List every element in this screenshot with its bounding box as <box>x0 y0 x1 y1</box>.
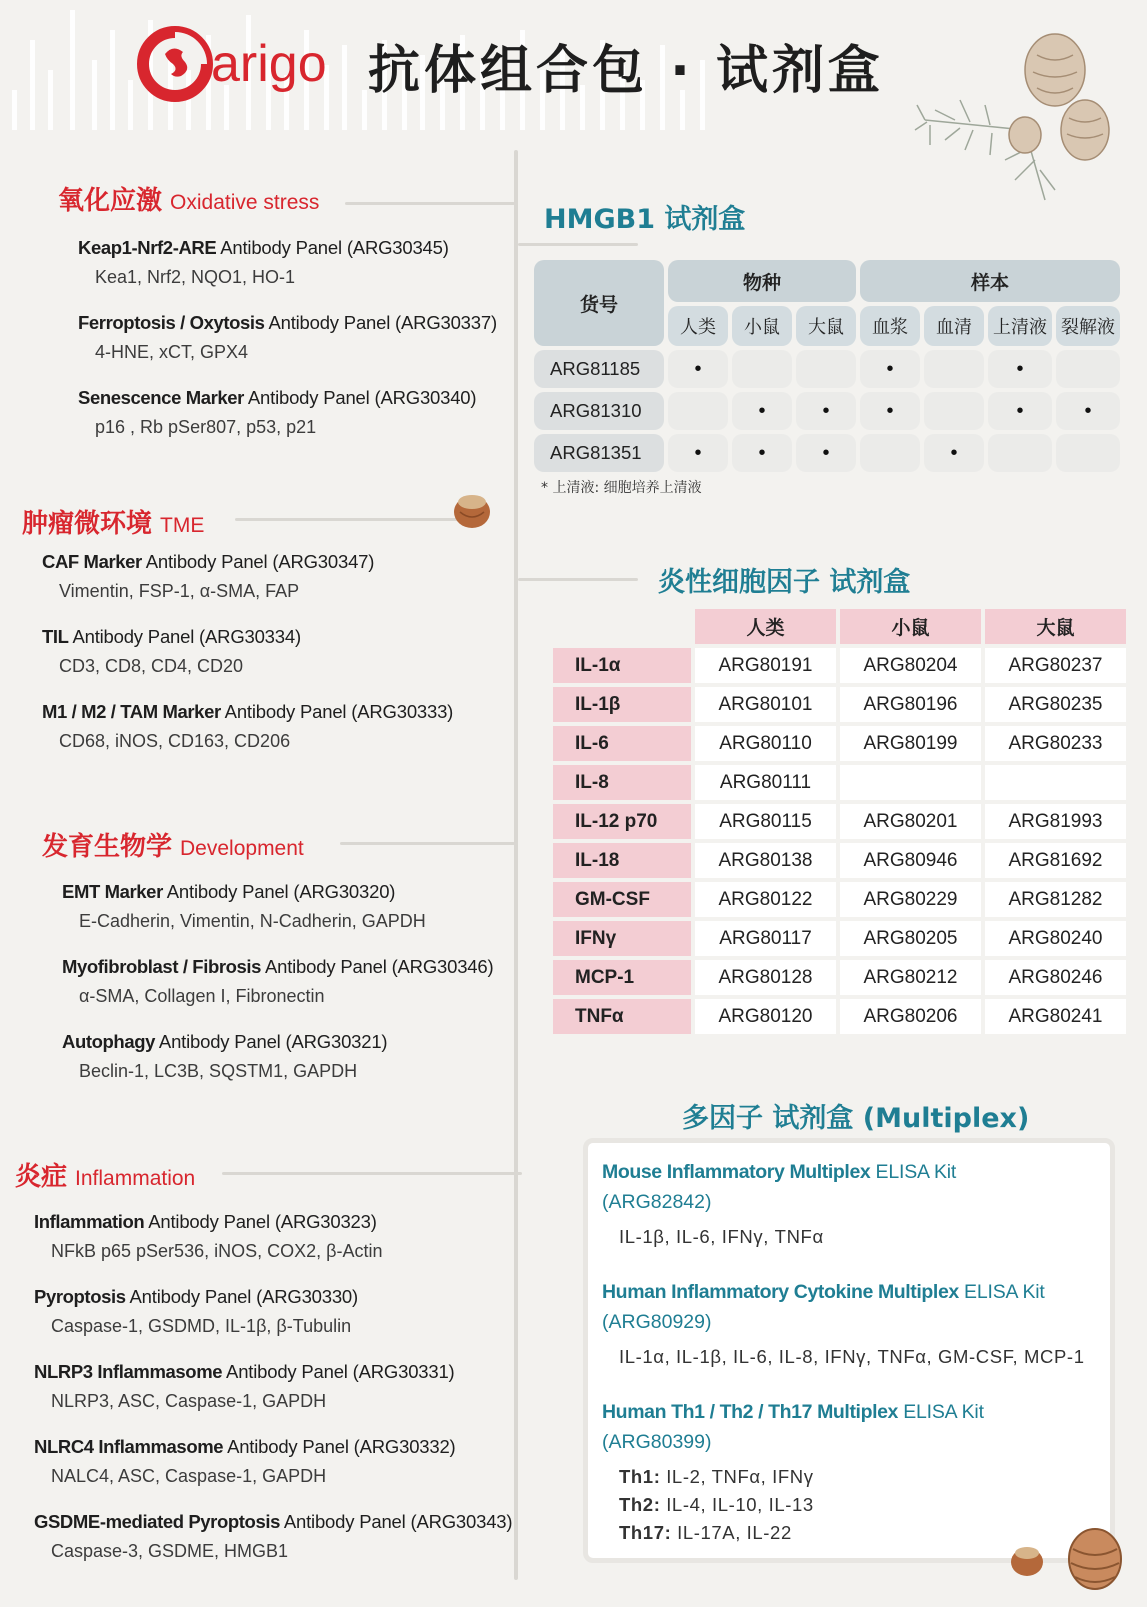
hmgb1-sub-header: 人类 <box>668 306 728 346</box>
panel-name: Ferroptosis / Oxytosis Antibody Panel (ARG30337) <box>78 312 497 333</box>
section-title-cn: 肿瘤微环境 <box>22 509 153 539</box>
cytokine-code[interactable]: ARG81282 <box>985 882 1126 917</box>
hmgb1-cell <box>1056 350 1120 388</box>
section-title-en: Oxidative stress <box>170 191 320 214</box>
hmgb1-cell: • <box>668 434 728 472</box>
cytokine-row <box>553 843 1126 878</box>
hmgb1-cell <box>988 434 1052 472</box>
cytokine-code <box>985 765 1126 800</box>
panel-item[interactable] <box>78 387 476 438</box>
cytokine-name: IL-8 <box>553 765 691 800</box>
hmgb1-cell: • <box>668 350 728 388</box>
cytokine-code[interactable]: ARG80241 <box>985 999 1126 1034</box>
hmgb1-cell: • <box>796 434 856 472</box>
hazelnut-decoration-icon <box>1007 1540 1047 1580</box>
hmgb1-col-code: 货号 <box>534 260 664 346</box>
section-title-en: Inflammation <box>75 1167 196 1190</box>
cytokine-code[interactable]: ARG80946 <box>840 843 981 878</box>
cytokine-title: 炎性细胞因子 试剂盒 <box>658 567 911 598</box>
cytokine-code[interactable]: ARG80115 <box>695 804 836 839</box>
section-oxidative-title <box>58 180 319 217</box>
panel-name: Pyroptosis Antibody Panel (ARG30330) <box>34 1286 358 1307</box>
cytokine-code[interactable]: ARG80229 <box>840 882 981 917</box>
cytokine-code[interactable]: ARG80205 <box>840 921 981 956</box>
panel-name: TIL Antibody Panel (ARG30334) <box>42 626 301 647</box>
kit-targets: IL-1α, IL-1β, IL-6, IL-8, IFNγ, TNFα, GM-CSF, MCP-1 <box>619 1346 1085 1367</box>
pinecone-decoration-icon <box>1055 1515 1135 1595</box>
brand-logo <box>135 24 327 104</box>
hmgb1-cell: • <box>860 392 920 430</box>
panel-item[interactable] <box>42 701 453 752</box>
divider-development <box>340 842 515 845</box>
panel-name: EMT Marker Antibody Panel (ARG30320) <box>62 881 396 902</box>
cytokine-corner-cell <box>553 609 691 644</box>
header-bar <box>342 45 347 130</box>
cytokine-code <box>840 765 981 800</box>
kit-targets: Th1: IL-2, TNFα, IFNγ Th2: IL-4, IL-10, IL-13 Th17: IL-17A, IL-22 <box>619 1466 814 1543</box>
panel-item[interactable] <box>34 1511 512 1562</box>
hmgb1-code: ARG81185 <box>534 350 664 388</box>
cytokine-row <box>553 921 1126 956</box>
hazelnut-decoration-icon <box>450 488 494 532</box>
hmgb1-title: HMGB1 试剂盒 <box>544 204 746 235</box>
kit-name: Human Inflammatory Cytokine Multiplex ELISA Kit <box>602 1281 1045 1303</box>
header-bar <box>48 70 53 130</box>
cytokine-name: IL-6 <box>553 726 691 761</box>
multiplex-box <box>583 1138 1115 1563</box>
header-bar <box>70 10 75 130</box>
hmgb1-cell <box>860 434 920 472</box>
panel-item[interactable] <box>78 237 449 288</box>
cytokine-code[interactable]: ARG80196 <box>840 687 981 722</box>
column-divider <box>514 150 518 1580</box>
hmgb1-cell: • <box>988 350 1052 388</box>
cytokine-row <box>553 687 1126 722</box>
hmgb1-code: ARG81310 <box>534 392 664 430</box>
hmgb1-cell: • <box>796 392 856 430</box>
cytokine-code[interactable]: ARG80138 <box>695 843 836 878</box>
cytokine-row <box>553 726 1126 761</box>
multiplex-kit[interactable] <box>602 1157 956 1251</box>
header-bar <box>128 80 133 130</box>
panel-targets: NLRP3, ASC, Caspase-1, GAPDH <box>51 1391 327 1411</box>
panel-name: Autophagy Antibody Panel (ARG30321) <box>62 1031 388 1052</box>
kit-code: (ARG80929) <box>602 1311 712 1333</box>
header-bar <box>110 30 115 130</box>
panel-name: M1 / M2 / TAM Marker Antibody Panel (ARG30333) <box>42 701 454 722</box>
panel-targets: 4-HNE, xCT, GPX4 <box>95 342 249 362</box>
panel-name: CAF Marker Antibody Panel (ARG30347) <box>42 551 375 572</box>
cytokine-code[interactable]: ARG80206 <box>840 999 981 1034</box>
cytokine-table <box>549 605 1130 1038</box>
panel-name: GSDME-mediated Pyroptosis Antibody Panel (ARG30343) <box>34 1511 513 1532</box>
section-title-cn: 发育生物学 <box>42 832 173 862</box>
cytokine-code[interactable]: ARG80204 <box>840 648 981 683</box>
multiplex-title: 多因子 试剂盒 (Multiplex) <box>682 1103 1030 1134</box>
panel-name: Senescence Marker Antibody Panel (ARG30340) <box>78 387 477 408</box>
hmgb1-cell <box>732 350 792 388</box>
brand-name: arigo <box>211 35 327 93</box>
panel-targets: α-SMA, Collagen I, Fibronectin <box>79 986 325 1006</box>
cytokine-row <box>553 765 1126 800</box>
section-title-en: TME <box>160 514 205 537</box>
panel-item[interactable] <box>34 1286 358 1337</box>
cytokine-row <box>553 960 1126 995</box>
hmgb1-cell <box>668 392 728 430</box>
cytokine-row <box>553 882 1126 917</box>
cytokine-code[interactable]: ARG80120 <box>695 999 836 1034</box>
hmgb1-row <box>534 392 1120 430</box>
panel-targets: p16 , Rb pSer807, p53, p21 <box>95 417 317 437</box>
hmgb1-table <box>530 256 1124 476</box>
panel-targets: Caspase-3, GSDME, HMGB1 <box>51 1541 289 1561</box>
panel-name: NLRP3 Inflammasome Antibody Panel (ARG30331) <box>34 1361 455 1382</box>
cytokine-code[interactable]: ARG80101 <box>695 687 836 722</box>
panel-item[interactable] <box>62 956 493 1007</box>
multiplex-kit[interactable] <box>602 1277 1085 1371</box>
hmgb1-sub-header: 上清液 <box>988 306 1052 346</box>
section-title-cn: 炎症 <box>15 1162 68 1192</box>
cytokine-row <box>553 804 1126 839</box>
panel-name: NLRC4 Inflammasome Antibody Panel (ARG30332) <box>34 1436 456 1457</box>
divider-hmgb1 <box>518 243 638 246</box>
hmgb1-cell: • <box>1056 392 1120 430</box>
cytokine-code[interactable]: ARG80246 <box>985 960 1126 995</box>
hmgb1-cell: • <box>732 392 792 430</box>
cytokine-code[interactable]: ARG80212 <box>840 960 981 995</box>
cytokine-name: GM-CSF <box>553 882 691 917</box>
kit-code: (ARG80399) <box>602 1431 712 1453</box>
panel-targets: CD68, iNOS, CD163, CD206 <box>59 731 291 751</box>
hmgb1-sub-header: 血浆 <box>860 306 920 346</box>
hmgb1-cell <box>924 392 984 430</box>
cytokine-row <box>553 648 1126 683</box>
kit-code: (ARG82842) <box>602 1191 712 1213</box>
cytokine-code[interactable]: ARG80233 <box>985 726 1126 761</box>
arigo-logo-mark-icon <box>135 24 215 104</box>
hmgb1-group-species: 物种 <box>668 260 856 302</box>
hmgb1-cell <box>924 350 984 388</box>
divider-inflammation <box>222 1172 522 1175</box>
cytokine-code[interactable]: ARG80122 <box>695 882 836 917</box>
cytokine-code[interactable]: ARG80128 <box>695 960 836 995</box>
cytokine-code[interactable]: ARG80117 <box>695 921 836 956</box>
divider-oxidative <box>345 202 515 205</box>
section-title-en: Development <box>180 837 304 860</box>
section-inflammation-title <box>15 1156 195 1193</box>
panel-targets: NFkB p65 pSer536, iNOS, COX2, β-Actin <box>51 1241 383 1261</box>
section-tme-title <box>22 503 204 540</box>
panel-name: Keap1-Nrf2-ARE Antibody Panel (ARG30345) <box>78 237 449 258</box>
cytokine-name: IL-18 <box>553 843 691 878</box>
cytokine-name: MCP-1 <box>553 960 691 995</box>
kit-targets: IL-1β, IL-6, IFNγ, TNFα <box>619 1226 824 1247</box>
cytokine-code[interactable]: ARG80237 <box>985 648 1126 683</box>
panel-item[interactable] <box>34 1361 455 1412</box>
panel-targets: NALC4, ASC, Caspase-1, GAPDH <box>51 1466 327 1486</box>
panel-targets: Vimentin, FSP-1, α-SMA, FAP <box>59 581 300 601</box>
hmgb1-sub-header: 裂解液 <box>1056 306 1120 346</box>
cytokine-species-header: 小鼠 <box>840 609 981 644</box>
divider-cytokine <box>518 578 638 581</box>
cytokine-code[interactable]: ARG81993 <box>985 804 1126 839</box>
panel-targets: CD3, CD8, CD4, CD20 <box>59 656 244 676</box>
hmgb1-cell: • <box>860 350 920 388</box>
cytokine-code[interactable]: ARG80235 <box>985 687 1126 722</box>
cytokine-code[interactable]: ARG81692 <box>985 843 1126 878</box>
cytokine-name: IL-1α <box>553 648 691 683</box>
header-bar <box>362 90 367 130</box>
cytokine-species-header: 大鼠 <box>985 609 1126 644</box>
kit-name: Human Th1 / Th2 / Th17 Multiplex ELISA Kit <box>602 1401 984 1423</box>
cytokine-code[interactable]: ARG80240 <box>985 921 1126 956</box>
cytokine-code[interactable]: ARG80199 <box>840 726 981 761</box>
cytokine-name: TNFα <box>553 999 691 1034</box>
hmgb1-cell: • <box>732 434 792 472</box>
hmgb1-cell <box>796 350 856 388</box>
section-title-cn: 氧化应激 <box>58 186 163 216</box>
divider-tme <box>235 518 460 521</box>
panel-item[interactable] <box>78 312 497 363</box>
hmgb1-footnote: * 上清液: 细胞培养上清液 <box>541 480 702 496</box>
panel-name: Myofibroblast / Fibrosis Antibody Panel (ARG30346) <box>62 956 494 977</box>
section-development-title <box>42 826 304 863</box>
panel-targets: Caspase-1, GSDMD, IL-1β, β-Tubulin <box>51 1316 352 1336</box>
panel-name: Inflammation Antibody Panel (ARG30323) <box>34 1211 377 1232</box>
panel-targets: E-Cadherin, Vimentin, N-Cadherin, GAPDH <box>79 911 426 931</box>
hmgb1-group-sample: 样本 <box>860 260 1120 302</box>
cytokine-code[interactable]: ARG80110 <box>695 726 836 761</box>
panel-item[interactable] <box>42 551 374 602</box>
header-bar <box>92 60 97 130</box>
pinecone-decoration-icon <box>905 20 1125 210</box>
multiplex-kit[interactable] <box>602 1397 984 1547</box>
cytokine-code[interactable]: ARG80111 <box>695 765 836 800</box>
cytokine-code[interactable]: ARG80191 <box>695 648 836 683</box>
hmgb1-cell <box>1056 434 1120 472</box>
panel-item[interactable] <box>62 1031 387 1082</box>
panel-targets: Beclin-1, LC3B, SQSTM1, GAPDH <box>79 1061 358 1081</box>
panel-item[interactable] <box>62 881 426 932</box>
cytokine-row <box>553 999 1126 1034</box>
hmgb1-sub-header: 小鼠 <box>732 306 792 346</box>
cytokine-name: IFNγ <box>553 921 691 956</box>
hmgb1-row <box>534 350 1120 388</box>
kit-name: Mouse Inflammatory Multiplex ELISA Kit <box>602 1161 957 1183</box>
cytokine-code[interactable]: ARG80201 <box>840 804 981 839</box>
hmgb1-row <box>534 434 1120 472</box>
hmgb1-sub-header: 血清 <box>924 306 984 346</box>
panel-item[interactable] <box>34 1211 382 1262</box>
cytokine-species-header: 人类 <box>695 609 836 644</box>
header-bar <box>12 90 17 130</box>
page-title: 抗体组合包 · 试剂盒 <box>368 41 884 101</box>
panel-item[interactable] <box>34 1436 456 1487</box>
header-bar <box>30 40 35 130</box>
hmgb1-sub-header: 大鼠 <box>796 306 856 346</box>
panel-item[interactable] <box>42 626 301 677</box>
panel-targets: Kea1, Nrf2, NQO1, HO-1 <box>95 267 296 287</box>
cytokine-name: IL-12 p70 <box>553 804 691 839</box>
hmgb1-cell: • <box>988 392 1052 430</box>
cytokine-name: IL-1β <box>553 687 691 722</box>
hmgb1-code: ARG81351 <box>534 434 664 472</box>
hmgb1-cell: • <box>924 434 984 472</box>
